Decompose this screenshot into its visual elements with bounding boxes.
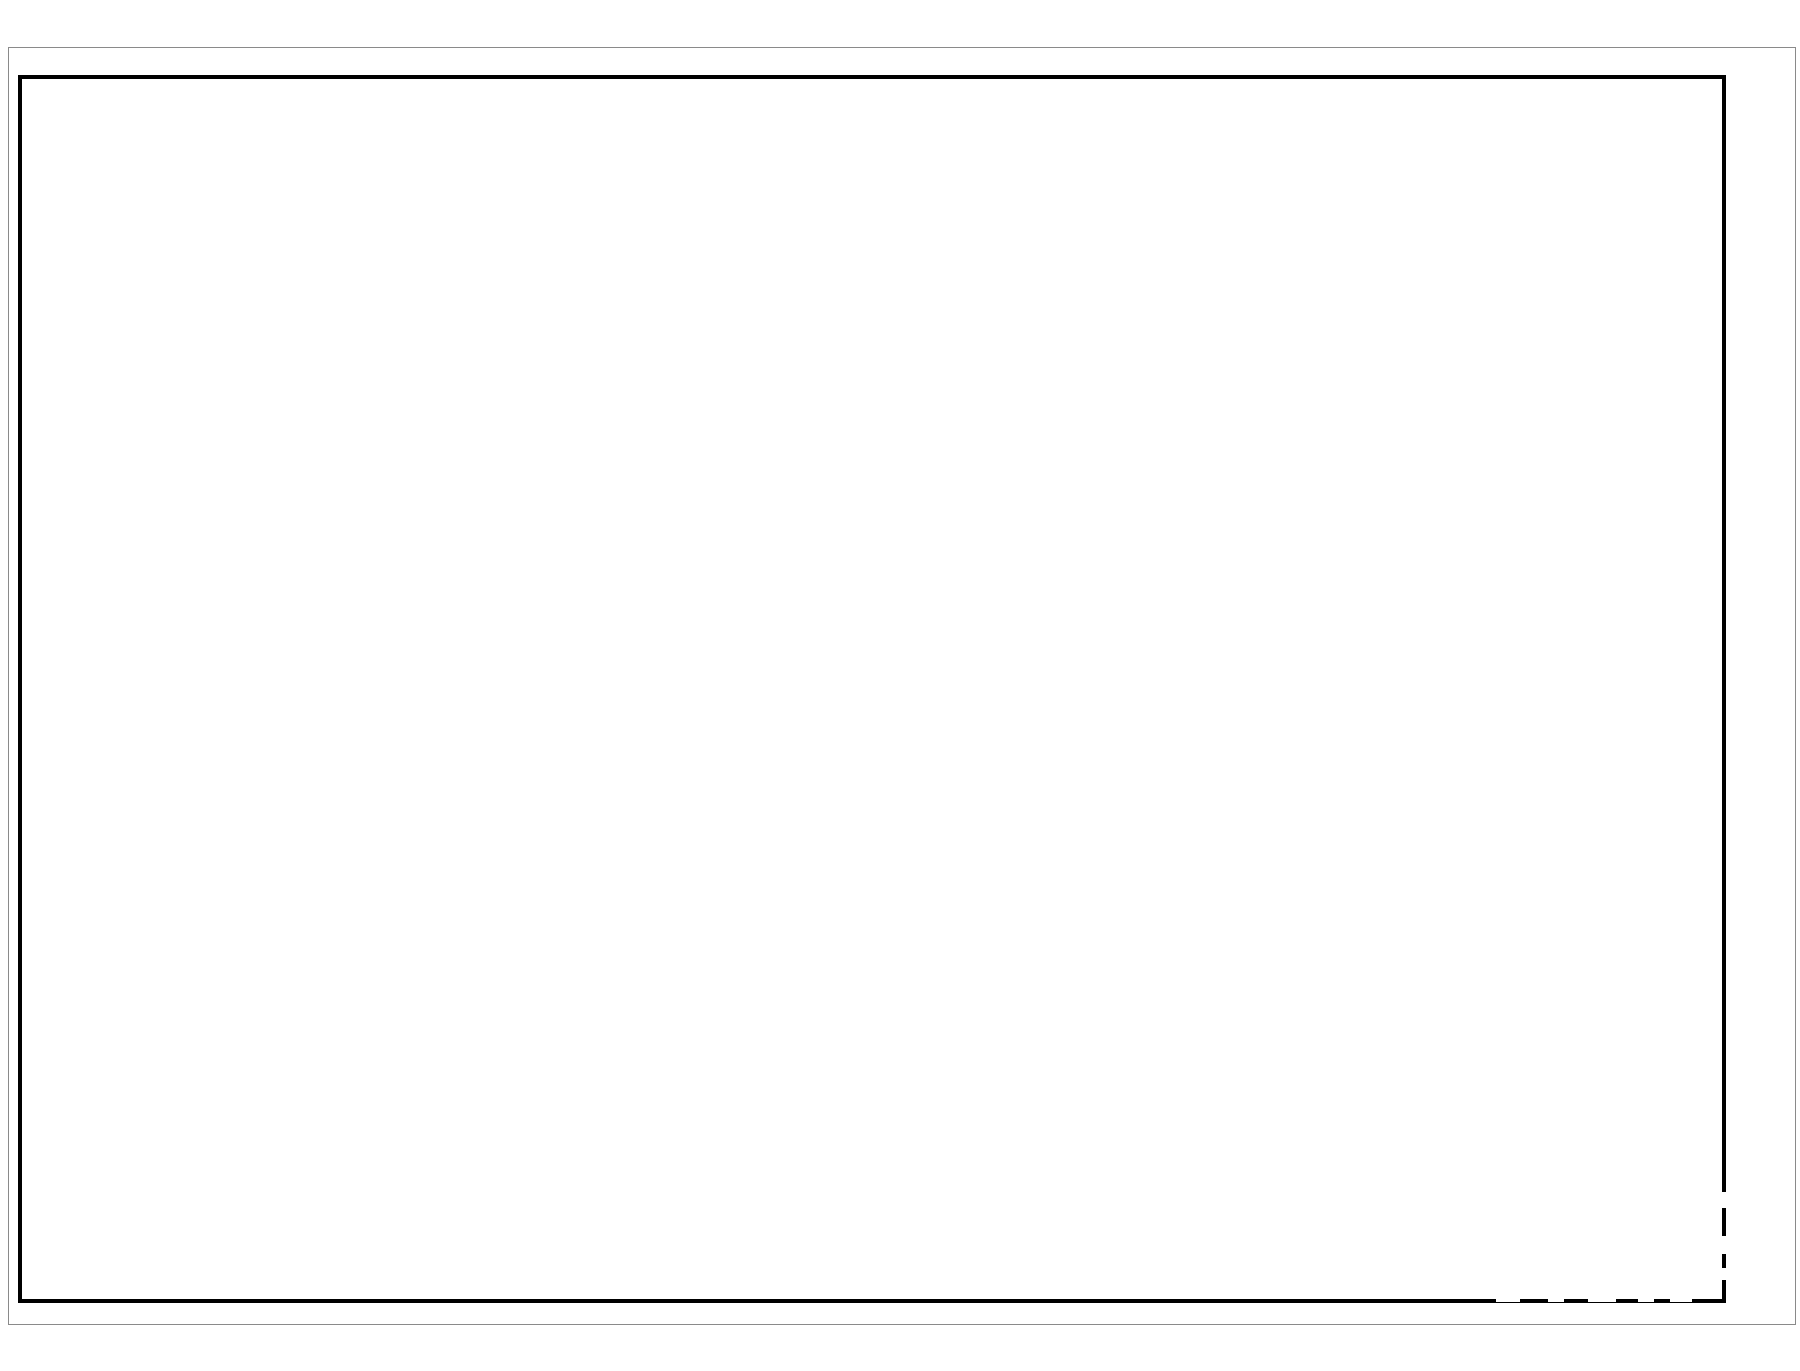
frame-break: [1714, 1268, 1726, 1280]
frame-break: [1670, 1290, 1692, 1302]
frame-break: [1548, 1290, 1564, 1302]
frame-break: [1588, 1290, 1616, 1302]
frame-break: [1714, 1192, 1726, 1208]
frame-break: [1714, 1236, 1726, 1254]
inner-frame: [18, 75, 1726, 1303]
frame-break: [1496, 1290, 1520, 1302]
frame-break: [1638, 1290, 1654, 1302]
